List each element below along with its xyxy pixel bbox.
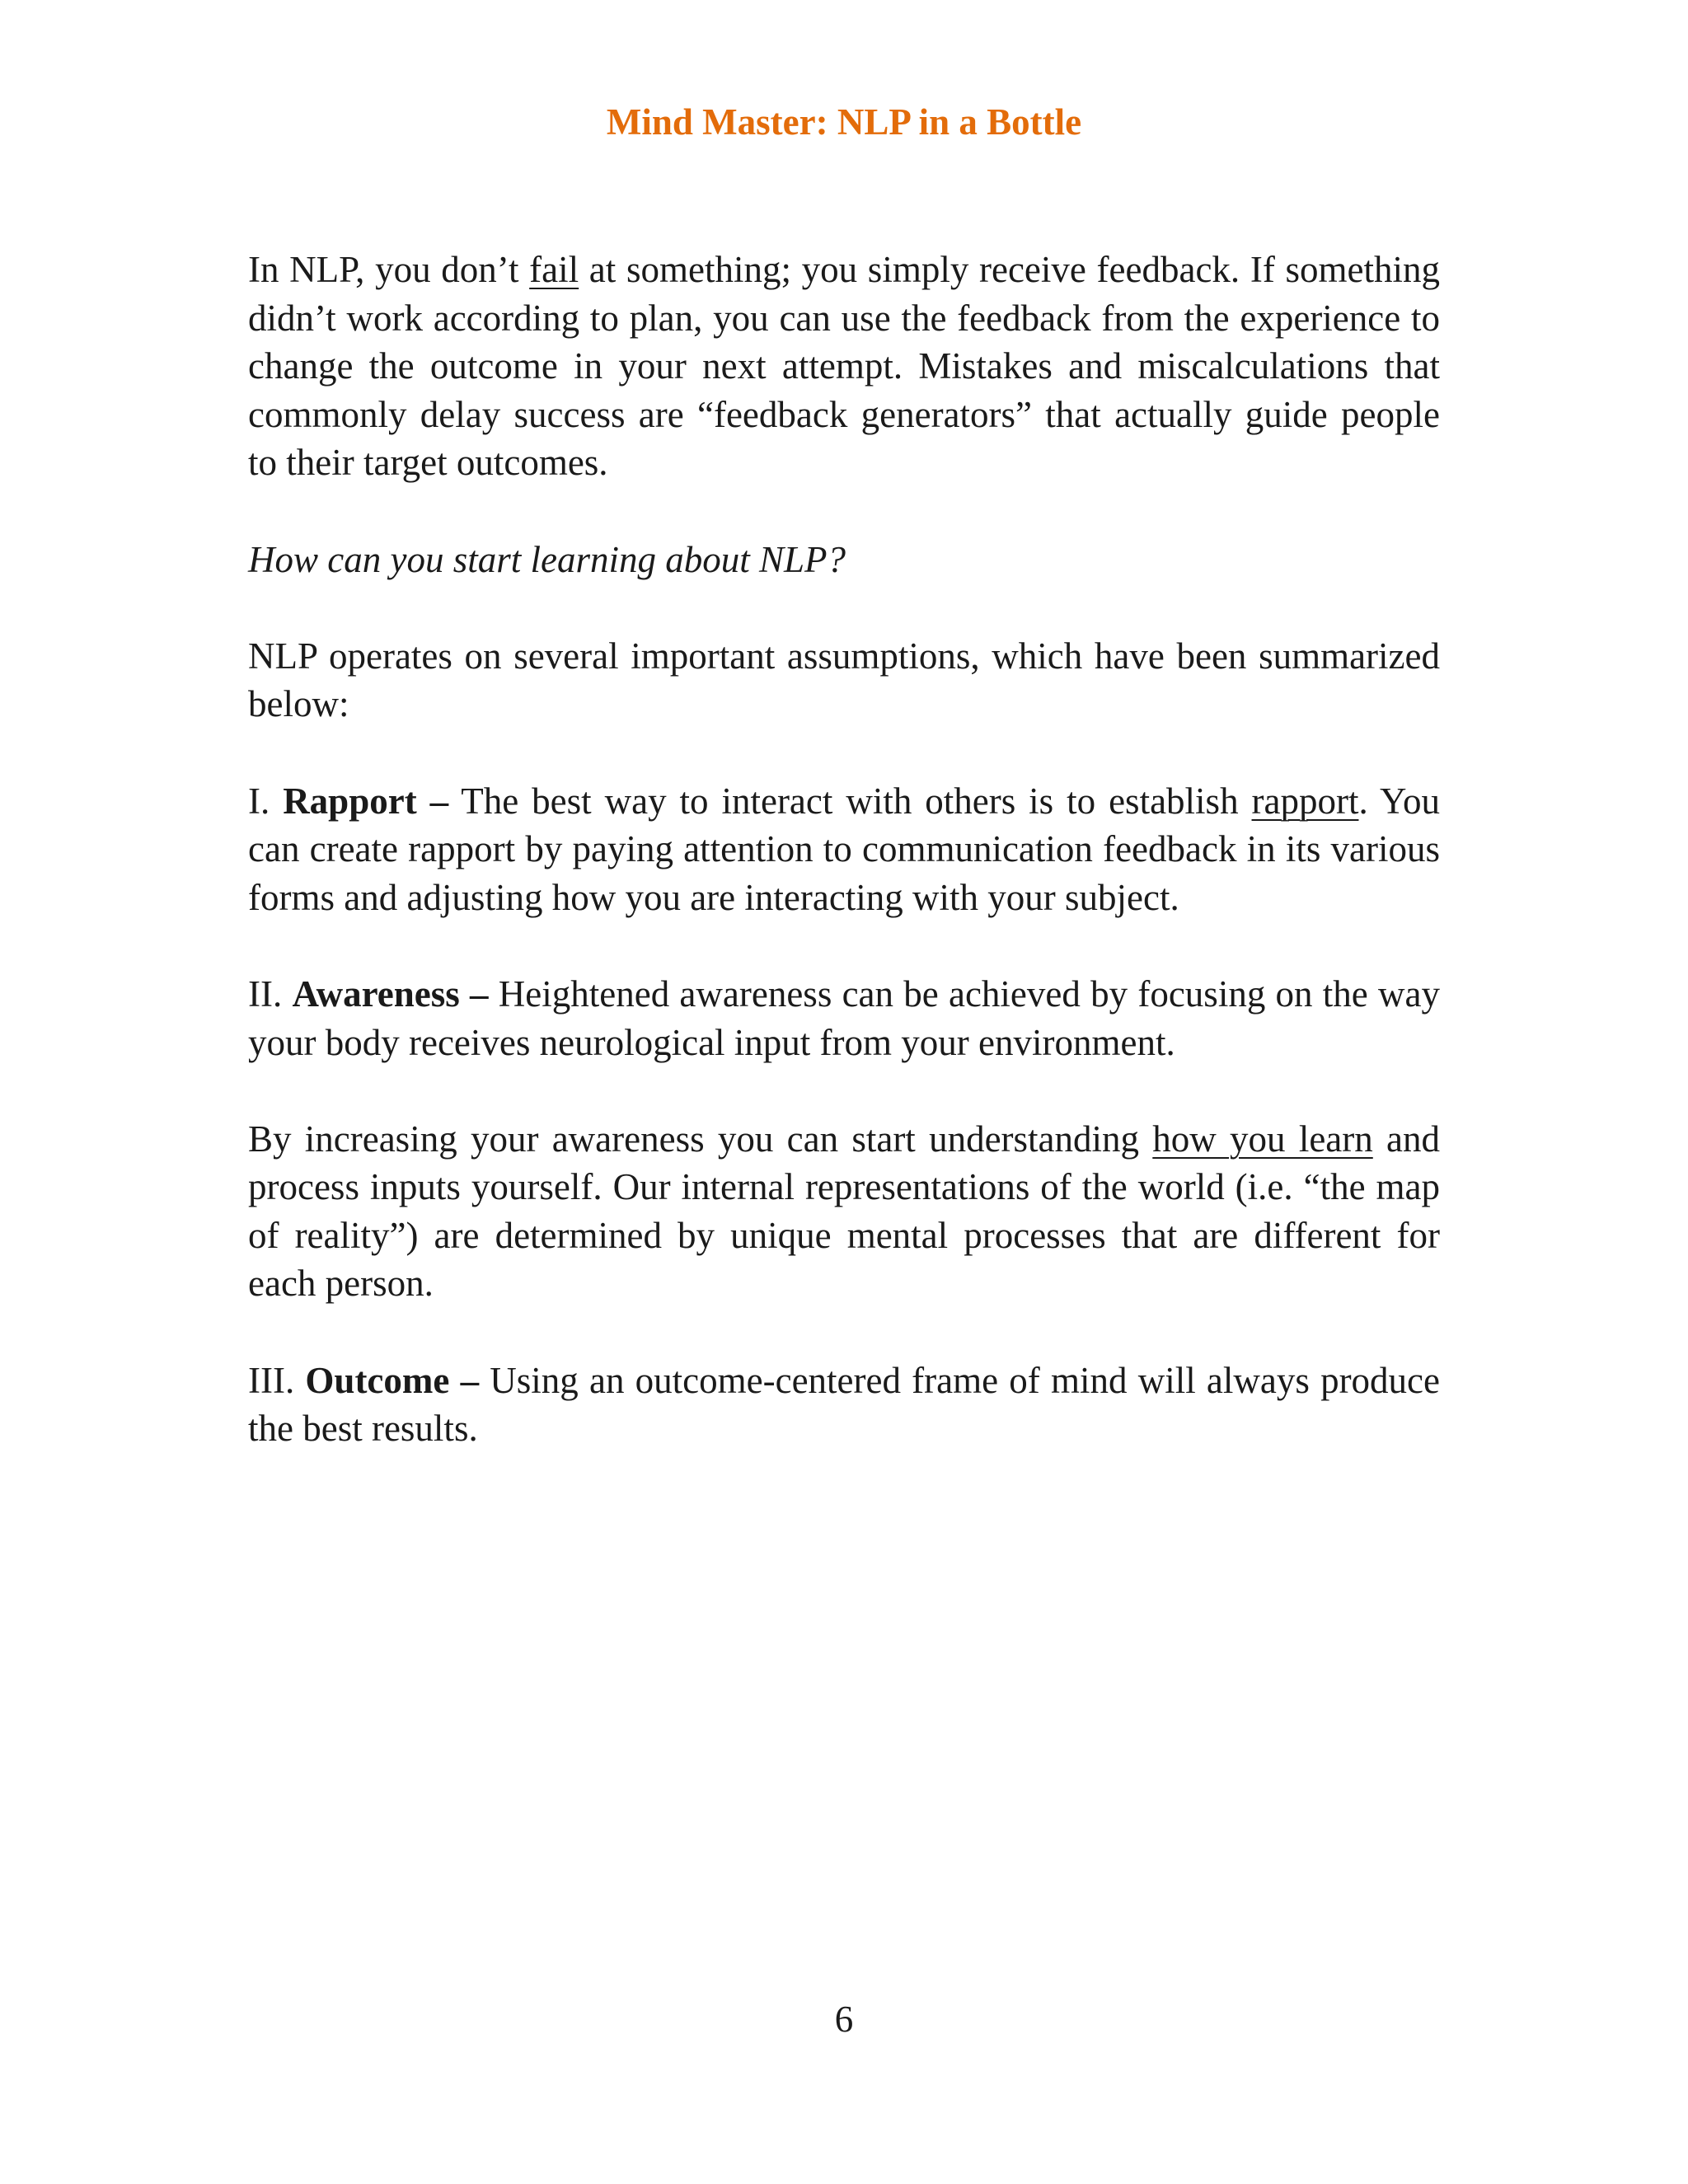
rapport-item — [248, 777, 1440, 922]
feedback-paragraph-end: at something; you simply receive feedback. If something didn’t work according to plan, you can use the feedback from the experience to change the outcome in your next attempt. Mistakes and miscalculations that commonly delay success are “feedback generators” that actually guide people to their target outcomes. — [248, 249, 1441, 484]
outcome-item — [248, 1357, 1440, 1453]
assumptions-intro: NLP operates on several important assumptions, which have been summarized below: — [248, 635, 1440, 725]
awareness-paragraph — [248, 1115, 1440, 1308]
awareness-term: Awareness – — [292, 972, 489, 1015]
how-you-learn-link[interactable]: how you learn — [1152, 1118, 1373, 1160]
rapport-numeral: I. — [248, 780, 284, 822]
awareness-paragraph-end: and process inputs yourself. Our internal representations of the world (i.e. “the map of reality”) are determined by unique mental processes that are different for each person. — [248, 1118, 1441, 1305]
awareness-numeral: II. — [248, 972, 293, 1015]
page-header-title: Mind Master: NLP in a Bottle — [606, 101, 1082, 143]
page-number: 6 — [834, 1999, 854, 2040]
awareness-paragraph-start: By increasing your awareness you can start understanding — [248, 1118, 1153, 1160]
awareness-text: Heightened awareness can be achieved by focusing on the way your body receives neurological input from your environment. — [248, 972, 1440, 1063]
rapport-text-start: The best way to interact with others is to establish — [448, 780, 1252, 822]
feedback-paragraph-start: In NLP, you don’t — [248, 249, 530, 290]
fail-underlined: fail — [529, 249, 579, 290]
section-question: How can you start learning about NLP? — [248, 538, 846, 580]
outcome-term: Outcome – — [305, 1359, 480, 1401]
outcome-numeral: III. — [248, 1359, 306, 1401]
rapport-link[interactable]: rapport — [1251, 780, 1359, 822]
rapport-text-end: . You can create rapport by paying attention to communication feedback in its various forms and adjusting how you are interacting with your subject. — [248, 780, 1440, 918]
feedback-paragraph — [248, 246, 1440, 487]
document-body — [248, 246, 1440, 1453]
rapport-term: Rapport – — [283, 780, 449, 822]
awareness-item — [248, 970, 1440, 1066]
outcome-text: Using an outcome-centered frame of mind will always produce the best results. — [248, 1359, 1441, 1450]
